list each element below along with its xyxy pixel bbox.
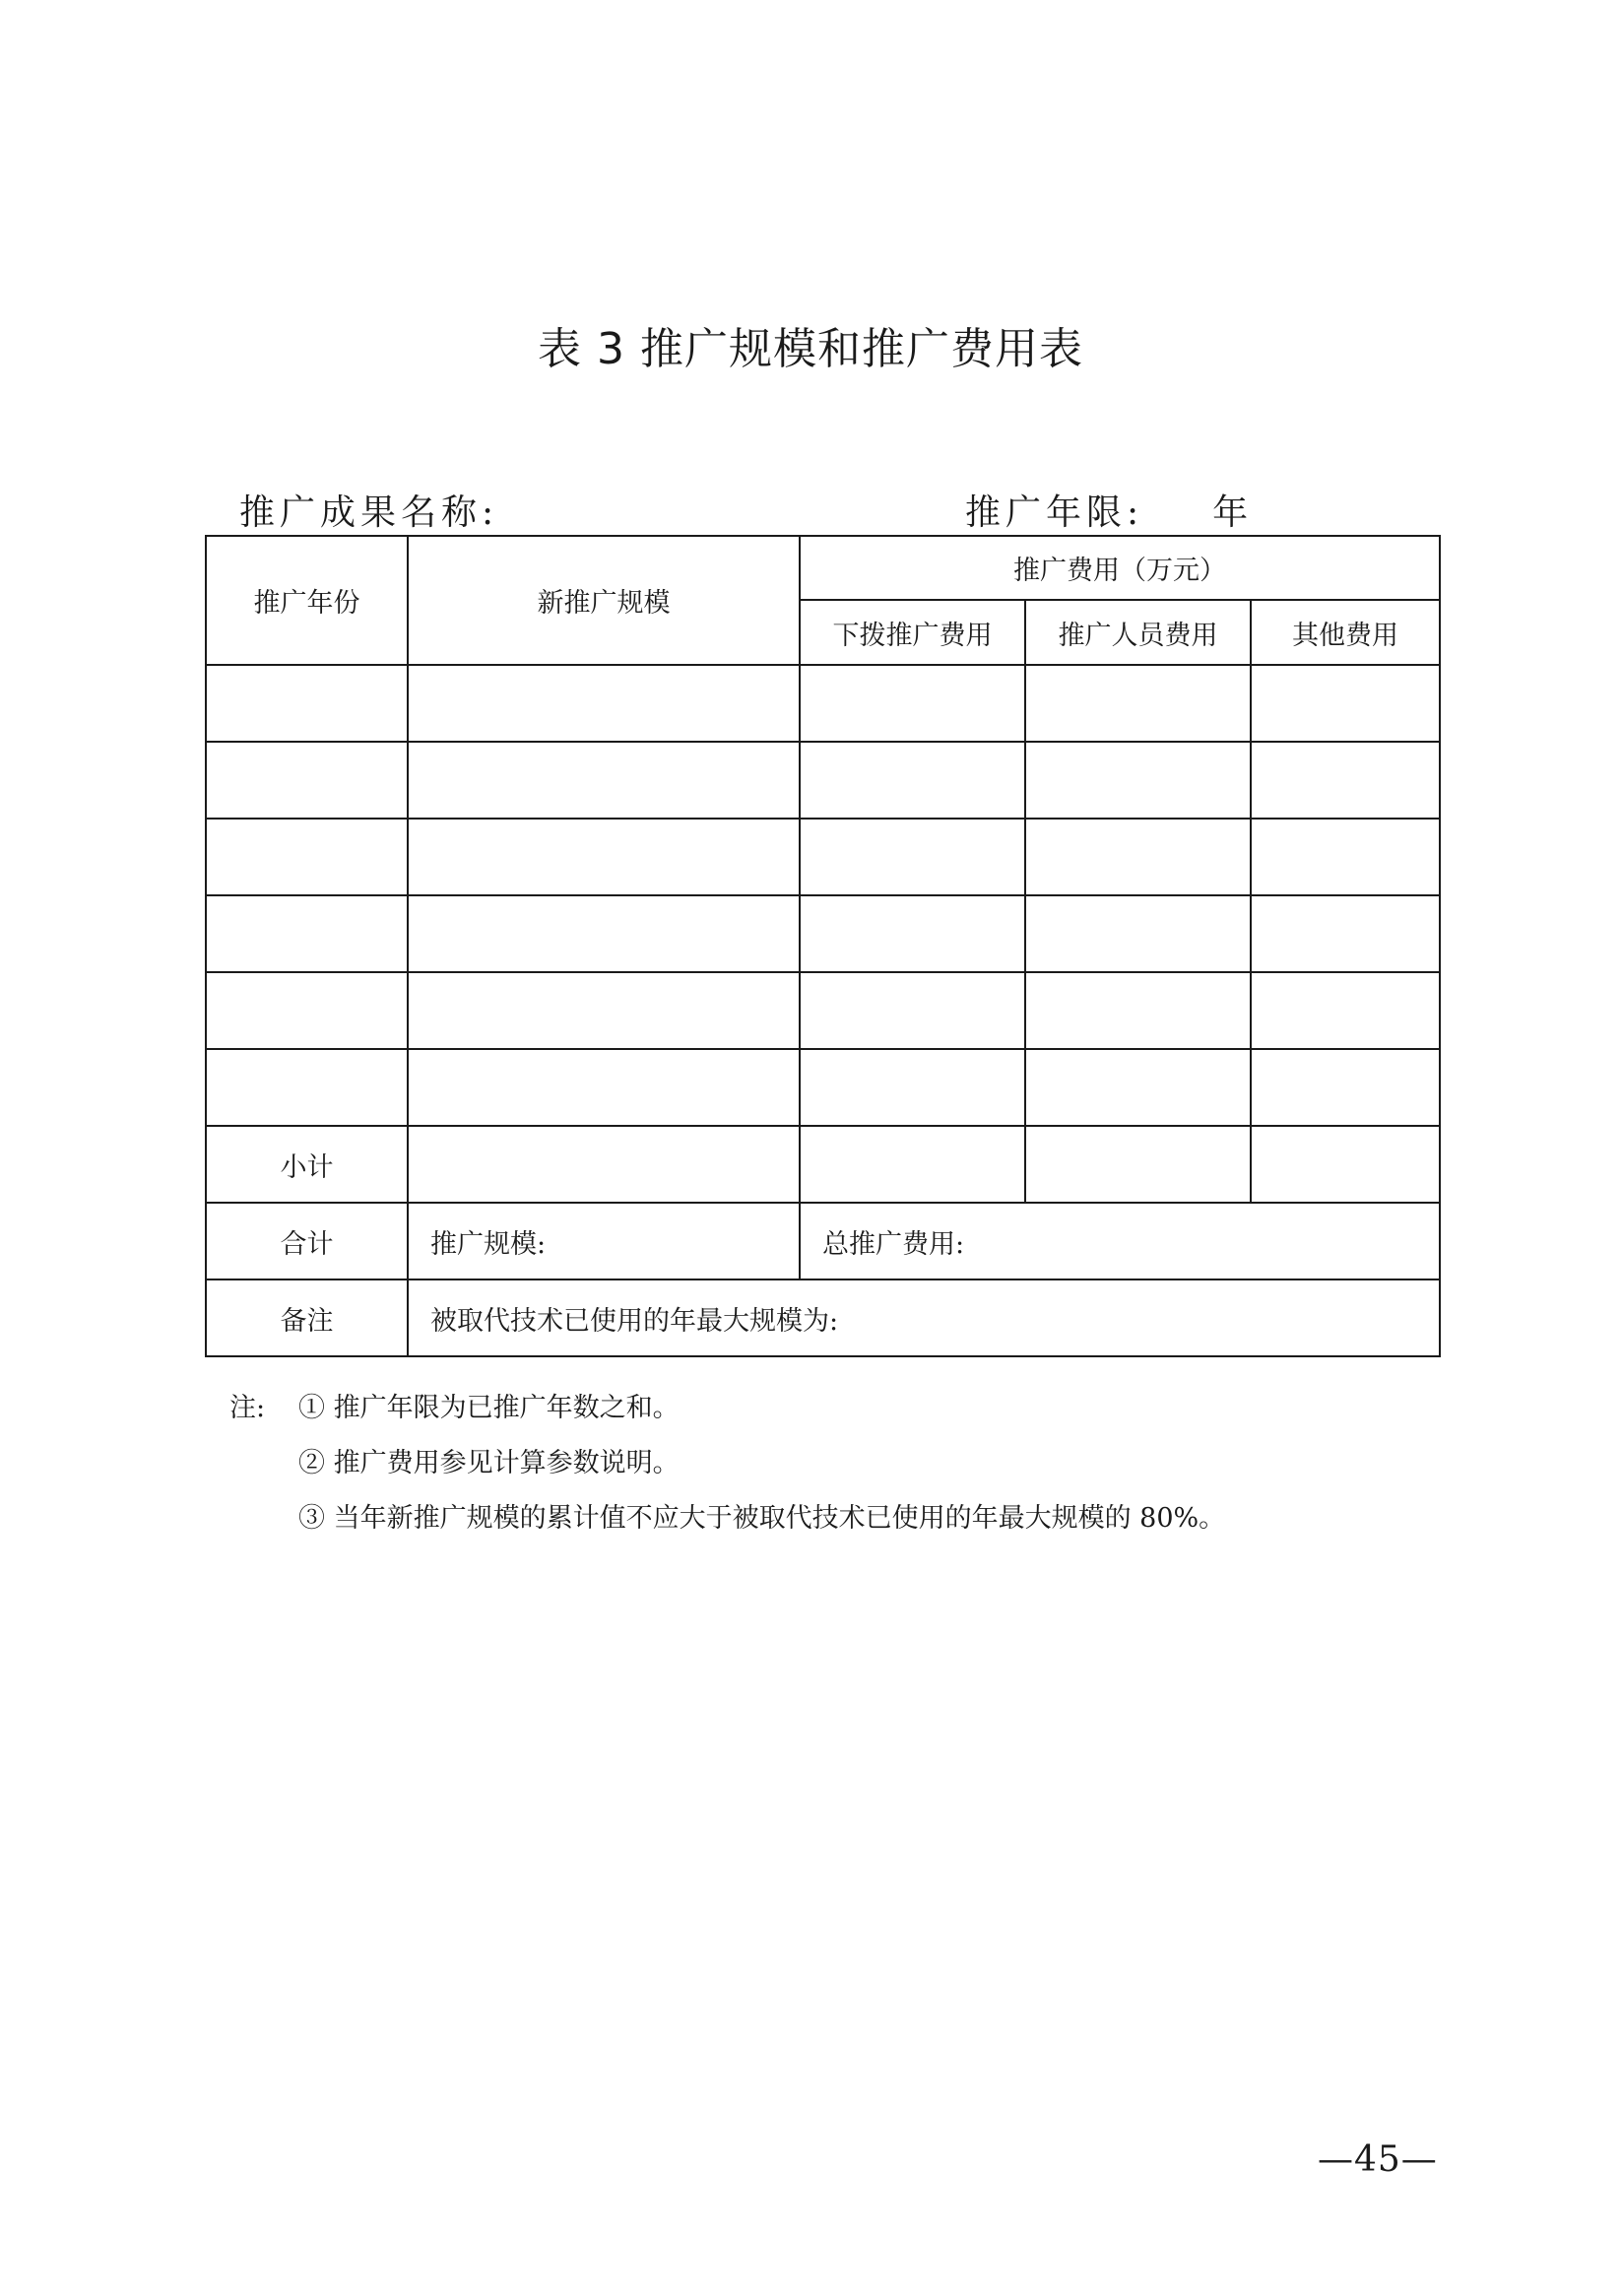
table-cell[interactable] bbox=[206, 895, 408, 972]
table-cell[interactable] bbox=[408, 1126, 800, 1203]
table-cell[interactable] bbox=[408, 895, 800, 972]
table-cell[interactable] bbox=[408, 819, 800, 895]
note-item bbox=[229, 1499, 1225, 1554]
remark-row bbox=[206, 1279, 1440, 1356]
remark-label: 备注 bbox=[206, 1279, 408, 1356]
table-cell[interactable] bbox=[1251, 1049, 1440, 1126]
header-year: 推广年份 bbox=[206, 536, 408, 665]
table-cell[interactable] bbox=[800, 1126, 1025, 1203]
promotion-period-label: 推广年限: bbox=[965, 492, 1144, 533]
header-allocated-cost: 下拨推广费用 bbox=[800, 600, 1025, 665]
total-scale-label: 推广规模: bbox=[408, 1203, 800, 1279]
subtotal-label: 小计 bbox=[206, 1126, 408, 1203]
table-cell[interactable] bbox=[408, 665, 800, 742]
table-cell[interactable] bbox=[1025, 972, 1251, 1049]
table-cell[interactable] bbox=[800, 972, 1025, 1049]
promotion-cost-table bbox=[205, 535, 1441, 1357]
table-cell[interactable] bbox=[1025, 665, 1251, 742]
note-item bbox=[229, 1444, 1225, 1499]
header-new-scale: 新推广规模 bbox=[408, 536, 800, 665]
table-cell[interactable] bbox=[408, 742, 800, 819]
total-cost-label: 总推广费用: bbox=[800, 1203, 1440, 1279]
table-cell[interactable] bbox=[206, 1049, 408, 1126]
table-cell[interactable] bbox=[1025, 895, 1251, 972]
header-other-cost: 其他费用 bbox=[1251, 600, 1440, 665]
page-title: 表 3 推广规模和推广费用表 bbox=[538, 324, 1083, 374]
remark-text: 被取代技术已使用的年最大规模为: bbox=[408, 1279, 1440, 1356]
table-row bbox=[206, 665, 1440, 742]
table-cell[interactable] bbox=[408, 972, 800, 1049]
table-cell[interactable] bbox=[800, 1049, 1025, 1126]
table-cell[interactable] bbox=[1025, 1126, 1251, 1203]
total-row bbox=[206, 1203, 1440, 1279]
table-cell[interactable] bbox=[800, 742, 1025, 819]
promotion-period-unit: 年 bbox=[1212, 492, 1254, 533]
table-cell[interactable] bbox=[1251, 1126, 1440, 1203]
table-cell[interactable] bbox=[1025, 742, 1251, 819]
table-cell[interactable] bbox=[206, 819, 408, 895]
table-cell[interactable] bbox=[1025, 1049, 1251, 1126]
table-cell[interactable] bbox=[1025, 819, 1251, 895]
total-label: 合计 bbox=[206, 1203, 408, 1279]
promotion-period bbox=[965, 485, 1253, 535]
note-item bbox=[229, 1389, 1225, 1444]
table-cell[interactable] bbox=[206, 742, 408, 819]
table-cell[interactable] bbox=[800, 819, 1025, 895]
note-text: ① 推广年限为已推广年数之和。 bbox=[298, 1393, 680, 1423]
table-cell[interactable] bbox=[206, 972, 408, 1049]
table-cell[interactable] bbox=[1251, 895, 1440, 972]
table-cell[interactable] bbox=[1251, 972, 1440, 1049]
page-number: —45— bbox=[1318, 2139, 1438, 2180]
table-row bbox=[206, 742, 1440, 819]
table-cell[interactable] bbox=[1251, 742, 1440, 819]
achievement-name-label: 推广成果名称: bbox=[239, 492, 499, 533]
header-personnel-cost: 推广人员费用 bbox=[1025, 600, 1251, 665]
table-cell[interactable] bbox=[1251, 819, 1440, 895]
header-cost-group: 推广费用（万元） bbox=[800, 536, 1440, 600]
table-row bbox=[206, 972, 1440, 1049]
note-text: ③ 当年新推广规模的累计值不应大于被取代技术已使用的年最大规模的 80%。 bbox=[298, 1503, 1226, 1534]
notes bbox=[229, 1389, 1225, 1554]
table-cell[interactable] bbox=[1251, 665, 1440, 742]
notes-prefix: 注: bbox=[229, 1393, 266, 1423]
table-cell[interactable] bbox=[408, 1049, 800, 1126]
table-row bbox=[206, 895, 1440, 972]
subtotal-row bbox=[206, 1126, 1440, 1203]
table-cell[interactable] bbox=[800, 895, 1025, 972]
table-row bbox=[206, 1049, 1440, 1126]
note-text: ② 推广费用参见计算参数说明。 bbox=[298, 1448, 680, 1478]
table-cell[interactable] bbox=[800, 665, 1025, 742]
table-cell[interactable] bbox=[206, 665, 408, 742]
table-row bbox=[206, 819, 1440, 895]
